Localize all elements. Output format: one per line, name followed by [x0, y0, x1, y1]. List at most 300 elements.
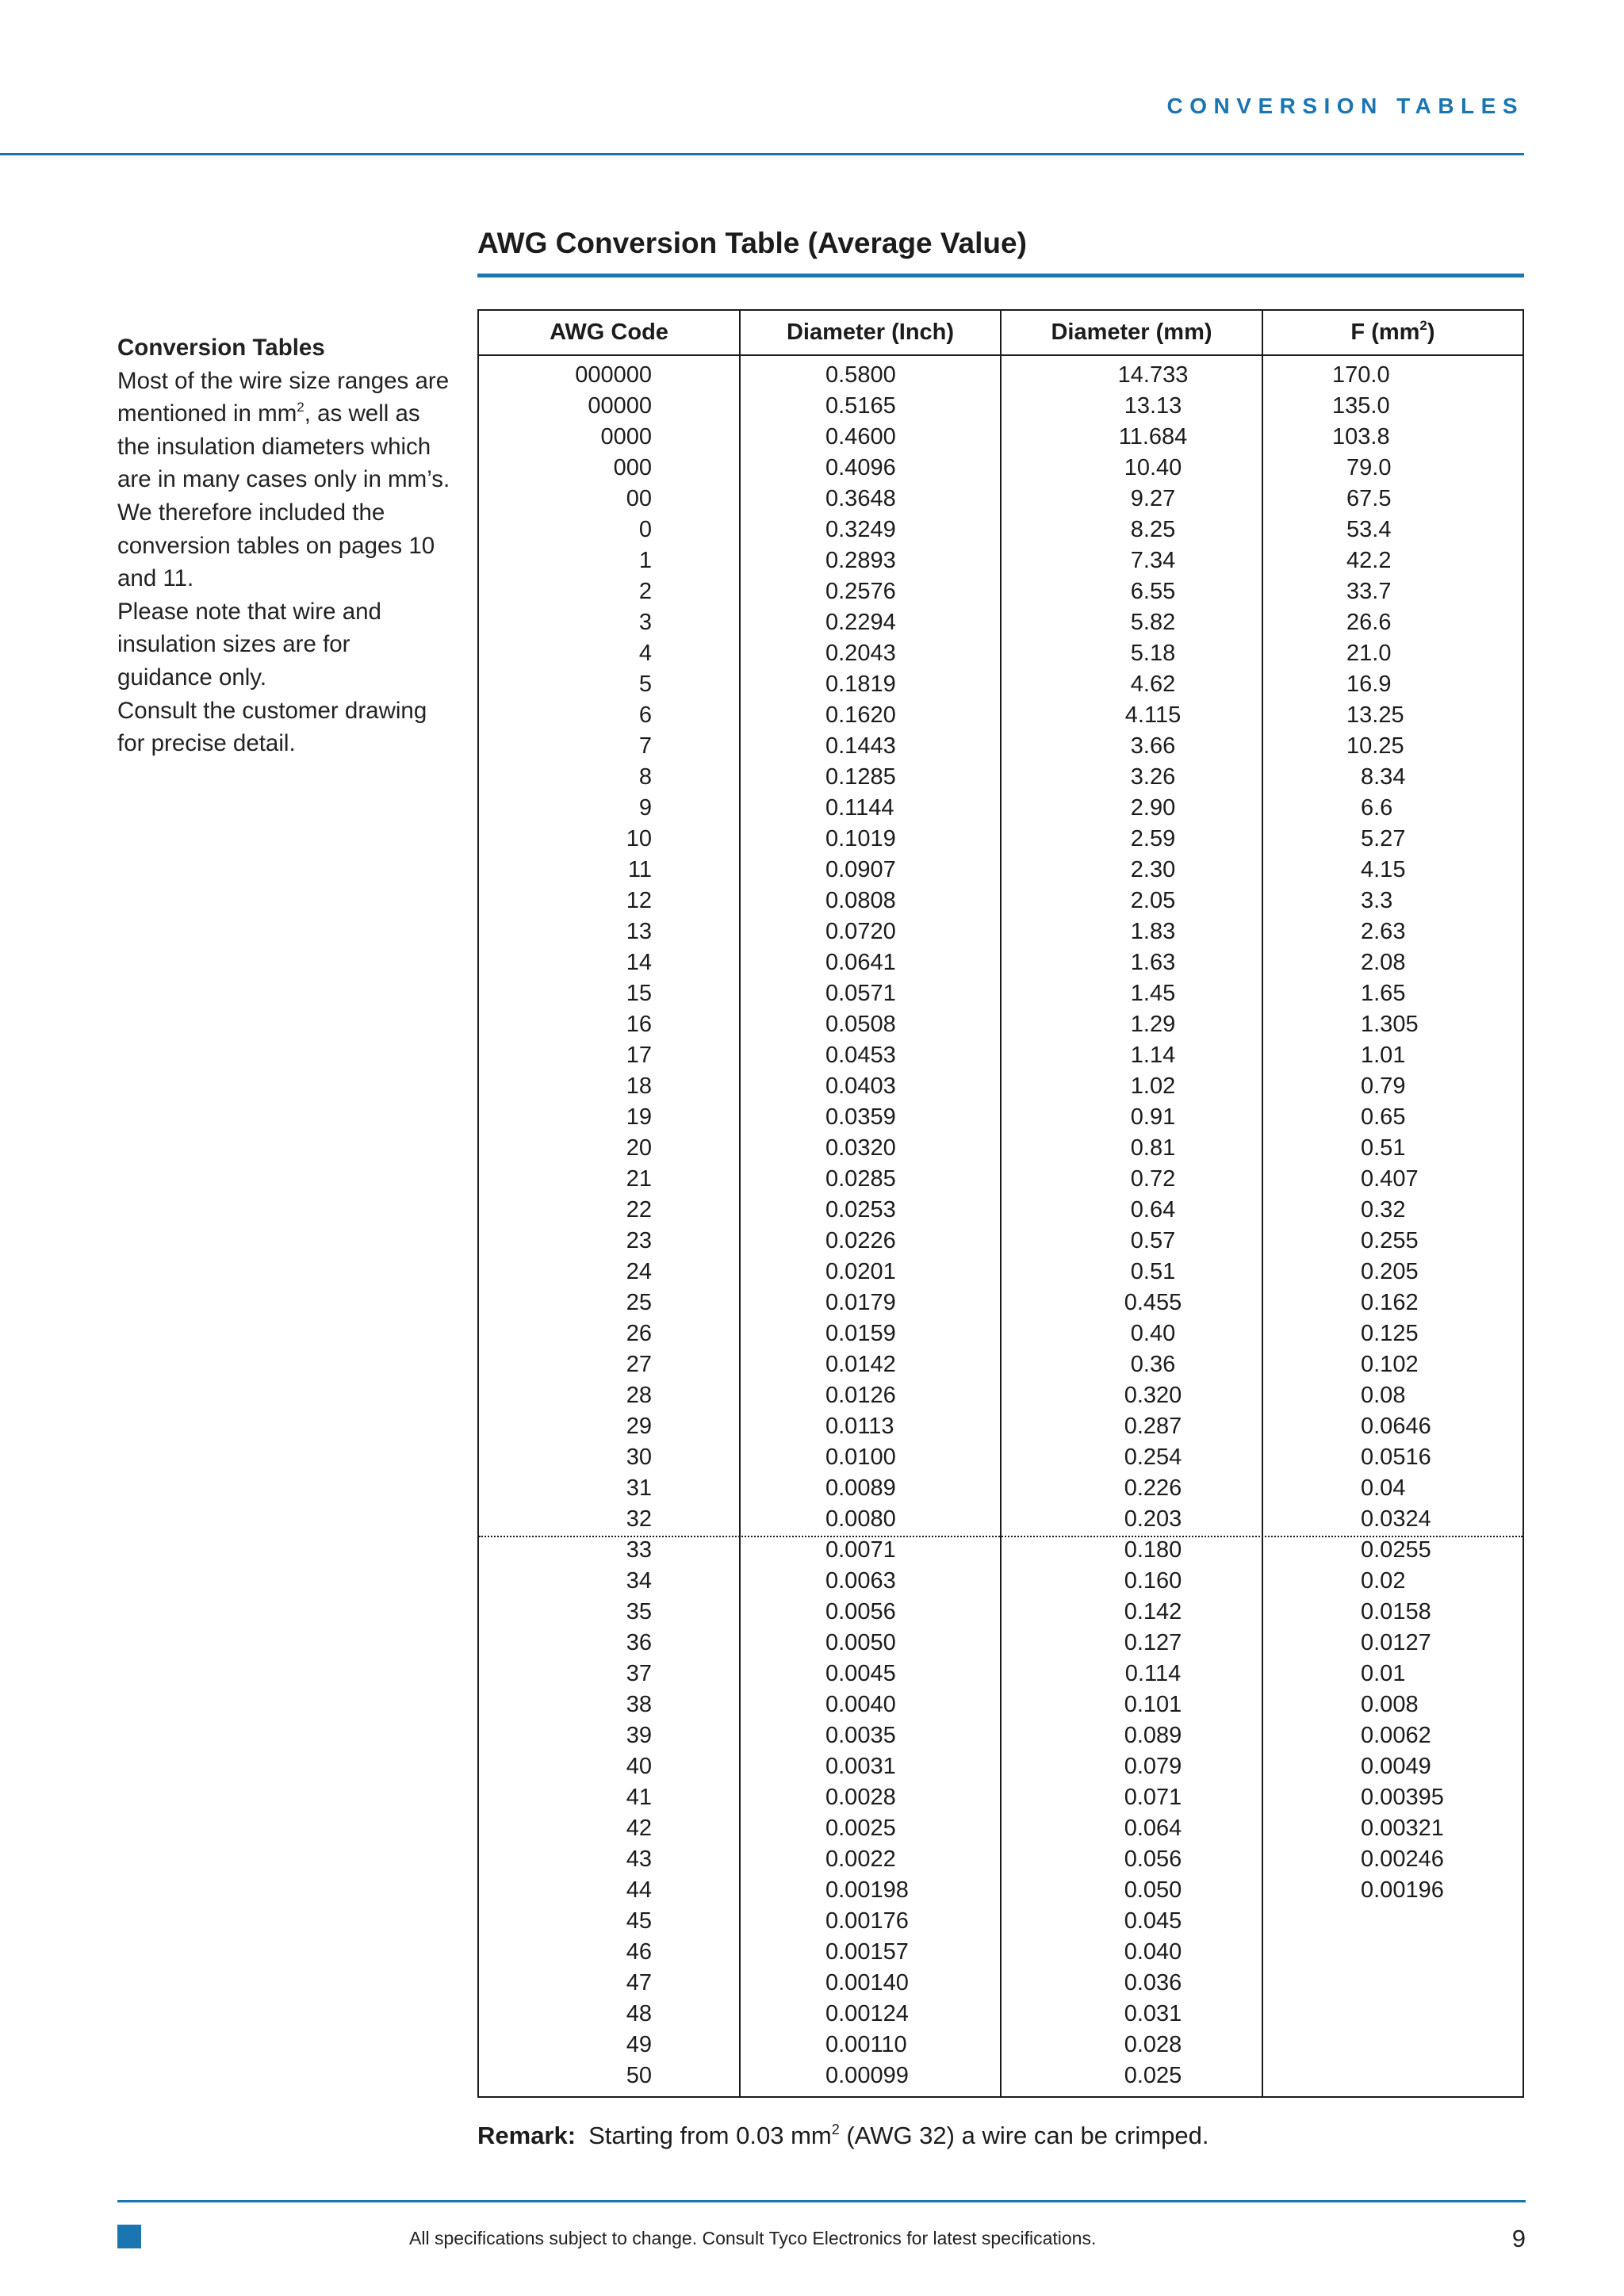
table-row [479, 1659, 1522, 1689]
cell-awg-code: 21 [626, 1166, 652, 1192]
cell-awg-code: 14 [626, 950, 652, 975]
cell-diameter-inch: 0.0056 [825, 1599, 896, 1624]
cell-diameter-mm: 2.90 [1130, 795, 1176, 821]
cell-cross-section: 0.00196 [1361, 1877, 1444, 1903]
cell-diameter-inch: 0.0320 [825, 1135, 896, 1161]
cell-diameter-mm: 5.82 [1130, 610, 1176, 635]
cell-awg-code: 12 [626, 888, 652, 913]
cell-awg-code: 25 [626, 1290, 652, 1315]
cell-diameter-inch: 0.4096 [825, 455, 896, 480]
header-f-prefix: F (mm [1350, 320, 1420, 345]
cell-awg-code: 42 [626, 1816, 652, 1841]
footer-rule [117, 2200, 1526, 2202]
cell-diameter-inch: 0.0403 [825, 1073, 896, 1099]
cell-cross-section: 0.102 [1361, 1352, 1419, 1377]
header-diameter-mm: Diameter (mm) [1051, 320, 1212, 345]
cell-diameter-inch: 0.1819 [825, 672, 896, 697]
remark-text-a: Starting from 0.03 mm [588, 2122, 832, 2149]
cell-cross-section: 0.0516 [1361, 1445, 1431, 1470]
cell-diameter-mm: 1.83 [1130, 919, 1176, 944]
table-row [479, 793, 1522, 824]
cell-diameter-mm: 1.45 [1130, 981, 1176, 1006]
cell-diameter-inch: 0.0100 [825, 1445, 896, 1470]
table-row [479, 886, 1522, 916]
header-row-rule [479, 354, 1522, 356]
cell-cross-section: 5.27 [1361, 826, 1406, 851]
cell-cross-section: 1.65 [1361, 981, 1406, 1006]
cell-awg-code: 13 [626, 919, 652, 944]
cell-diameter-mm: 0.64 [1130, 1197, 1176, 1223]
cell-cross-section: 0.0127 [1361, 1630, 1431, 1655]
cell-diameter-inch: 0.1144 [825, 795, 894, 821]
cell-diameter-inch: 0.0720 [825, 919, 896, 944]
cell-diameter-mm: 4.62 [1130, 672, 1176, 697]
cell-diameter-mm: 0.226 [1124, 1475, 1182, 1501]
table-row [479, 1782, 1522, 1813]
cell-awg-code: 47 [626, 1970, 652, 1996]
cell-awg-code: 00 [626, 486, 652, 511]
cell-diameter-inch: 0.2893 [825, 548, 896, 573]
cell-awg-code: 19 [626, 1104, 652, 1130]
cell-cross-section: 4.15 [1361, 857, 1406, 882]
sidebar-paragraph-4: Consult the customer drawing for precise detail. [117, 697, 427, 757]
table-row [479, 515, 1522, 545]
cell-diameter-mm: 1.63 [1130, 950, 1176, 975]
cell-diameter-inch: 0.0035 [825, 1723, 896, 1748]
table-row [479, 1411, 1522, 1442]
cell-diameter-inch: 0.00157 [825, 1939, 909, 1965]
cell-awg-code: 11 [627, 857, 652, 882]
remark-text-b: (AWG 32) a wire can be crimped. [839, 2122, 1209, 2149]
page-number: 9 [1511, 2225, 1526, 2252]
cell-diameter-mm: 0.91 [1130, 1104, 1176, 1130]
cell-diameter-mm: 0.57 [1130, 1228, 1176, 1253]
cell-cross-section: 21.0 [1346, 641, 1392, 666]
cell-diameter-mm: 0.071 [1124, 1785, 1182, 1810]
cell-diameter-mm: 0.089 [1124, 1723, 1182, 1748]
table-row [479, 700, 1522, 731]
table-header-row [479, 311, 1522, 354]
cell-awg-code: 20 [626, 1135, 652, 1161]
table-row [479, 638, 1522, 669]
cell-awg-code: 31 [626, 1475, 652, 1501]
cell-awg-code: 44 [626, 1877, 652, 1903]
cell-diameter-mm: 0.079 [1124, 1754, 1182, 1779]
cell-cross-section: 1.01 [1361, 1043, 1406, 1068]
cell-diameter-inch: 0.00198 [825, 1877, 909, 1903]
sidebar-paragraph-1-a: Most of the wire size ranges are mentioned in mm [117, 367, 450, 427]
cell-diameter-mm: 10.40 [1124, 455, 1182, 480]
cell-diameter-inch: 0.1620 [825, 702, 896, 728]
cell-awg-code: 18 [626, 1073, 652, 1099]
cell-diameter-mm: 0.064 [1124, 1816, 1182, 1841]
cell-diameter-mm: 0.040 [1124, 1939, 1182, 1965]
cell-diameter-mm: 14.733 [1117, 362, 1189, 388]
cell-awg-code: 49 [626, 2032, 652, 2057]
table-row [479, 607, 1522, 638]
table-row [479, 1906, 1522, 1937]
table-row [479, 1999, 1522, 2030]
table-row [479, 1968, 1522, 1999]
remark-text-sup: 2 [831, 2122, 840, 2137]
cell-awg-code: 8 [638, 764, 652, 790]
cell-diameter-inch: 0.0028 [825, 1785, 896, 1810]
cell-diameter-mm: 7.34 [1130, 548, 1176, 573]
cell-diameter-inch: 0.0641 [825, 950, 896, 975]
cell-cross-section: 0.008 [1361, 1692, 1419, 1717]
table-title: AWG Conversion Table (Average Value) [477, 227, 1027, 259]
cell-cross-section: 0.00321 [1361, 1816, 1444, 1841]
cell-diameter-inch: 0.0808 [825, 888, 896, 913]
cell-cross-section: 0.65 [1361, 1104, 1406, 1130]
awg-conversion-table [477, 309, 1524, 2098]
cell-diameter-inch: 0.0201 [825, 1259, 896, 1284]
cell-diameter-mm: 6.55 [1130, 579, 1176, 604]
cell-cross-section: 0.51 [1361, 1135, 1406, 1161]
cell-diameter-inch: 0.2294 [825, 610, 896, 635]
table-row [479, 1349, 1522, 1380]
cell-diameter-inch: 0.0126 [825, 1383, 896, 1408]
cell-diameter-mm: 0.254 [1124, 1445, 1182, 1470]
cell-diameter-mm: 0.40 [1130, 1321, 1176, 1346]
cell-awg-code: 0 [638, 517, 652, 542]
cell-diameter-mm: 0.028 [1124, 2032, 1182, 2057]
cell-diameter-inch: 0.0179 [825, 1290, 896, 1315]
cell-awg-code: 36 [626, 1630, 652, 1655]
cell-diameter-inch: 0.0142 [825, 1352, 896, 1377]
table-row [479, 1164, 1522, 1195]
table-row [479, 1844, 1522, 1875]
table-row [479, 1288, 1522, 1318]
cell-awg-code: 50 [626, 2063, 652, 2088]
cell-diameter-inch: 0.2043 [825, 641, 896, 666]
table-row [479, 1473, 1522, 1504]
cell-awg-code: 30 [626, 1445, 652, 1470]
cell-diameter-mm: 0.025 [1124, 2063, 1182, 2088]
cell-diameter-inch: 0.00099 [825, 2063, 909, 2088]
cell-diameter-mm: 1.14 [1130, 1043, 1176, 1068]
cell-awg-code: 26 [626, 1321, 652, 1346]
cell-cross-section: 67.5 [1346, 486, 1392, 511]
cell-cross-section: 0.32 [1361, 1197, 1406, 1223]
cell-diameter-inch: 0.0359 [825, 1104, 896, 1130]
cell-diameter-inch: 0.0050 [825, 1630, 896, 1655]
cell-awg-code: 3 [638, 610, 652, 635]
cell-awg-code: 2 [638, 579, 652, 604]
table-row [479, 731, 1522, 762]
sidebar-paragraph-3: Please note that wire and insulation sizes are for guidance only. [117, 598, 381, 691]
sidebar-title: Conversion Tables [117, 335, 325, 361]
cell-diameter-mm: 5.18 [1130, 641, 1176, 666]
cell-cross-section: 2.08 [1361, 950, 1406, 975]
sidebar-paragraph-2: We therefore included the conversion tables on pages 10 and 11. [117, 499, 435, 592]
cell-awg-code: 46 [626, 1939, 652, 1965]
cell-diameter-inch: 0.1443 [825, 733, 896, 759]
cell-cross-section: 6.6 [1361, 795, 1393, 821]
cell-cross-section: 79.0 [1346, 455, 1392, 480]
table-row [479, 1318, 1522, 1349]
header-rule [0, 153, 1524, 155]
cell-cross-section: 0.00246 [1361, 1846, 1444, 1872]
cell-cross-section: 0.162 [1361, 1290, 1419, 1315]
cell-diameter-mm: 1.02 [1130, 1073, 1176, 1099]
cell-cross-section: 170.0 [1332, 362, 1390, 388]
cell-diameter-mm: 0.142 [1124, 1599, 1182, 1624]
cell-diameter-inch: 0.0071 [825, 1537, 896, 1563]
table-row [479, 2061, 1522, 2091]
cell-diameter-inch: 0.0226 [825, 1228, 896, 1253]
cell-diameter-inch: 0.2576 [825, 579, 896, 604]
table-row [479, 1566, 1522, 1597]
table-row [479, 391, 1522, 422]
cell-awg-code: 45 [626, 1908, 652, 1934]
cell-diameter-inch: 0.0453 [825, 1043, 896, 1068]
cell-awg-code: 17 [626, 1043, 652, 1068]
header-f-suffix: ) [1427, 320, 1435, 345]
table-row [479, 1133, 1522, 1164]
footer-disclaimer: All specifications subject to change. Consult Tyco Electronics for latest specifications. [409, 2228, 1097, 2248]
cell-diameter-mm: 0.036 [1124, 1970, 1182, 1996]
remark-label: Remark: [477, 2122, 576, 2149]
cell-awg-code: 9 [638, 795, 652, 821]
table-row [479, 916, 1522, 947]
sidebar-paragraph-1-b: , as well as the insulation diameters which are in many cases only in mm’s. [117, 400, 450, 493]
table-row [479, 947, 1522, 978]
cell-cross-section: 16.9 [1346, 672, 1392, 697]
cell-diameter-mm: 9.27 [1130, 486, 1176, 511]
cell-diameter-inch: 0.00176 [825, 1908, 909, 1934]
cell-diameter-inch: 0.0159 [825, 1321, 896, 1346]
table-row [479, 1937, 1522, 1968]
cell-diameter-inch: 0.0040 [825, 1692, 896, 1717]
cell-diameter-inch: 0.0025 [825, 1816, 896, 1841]
table-row [479, 669, 1522, 700]
cell-diameter-mm: 0.101 [1124, 1692, 1182, 1717]
cell-diameter-mm: 0.045 [1124, 1908, 1182, 1934]
cell-diameter-mm: 0.031 [1124, 2001, 1182, 2026]
cell-diameter-inch: 0.0063 [825, 1568, 896, 1594]
cell-diameter-mm: 3.26 [1130, 764, 1176, 790]
cell-awg-code: 000000 [575, 362, 652, 388]
cell-awg-code: 15 [626, 981, 652, 1006]
cell-cross-section: 103.8 [1332, 424, 1390, 450]
cell-diameter-inch: 0.0045 [825, 1661, 896, 1686]
table-row [479, 1040, 1522, 1071]
cell-awg-code: 24 [626, 1259, 652, 1284]
cell-diameter-inch: 0.1285 [825, 764, 896, 790]
cell-diameter-inch: 0.1019 [825, 826, 896, 851]
table-row [479, 1597, 1522, 1628]
footer-square-marker [117, 2225, 141, 2248]
cell-cross-section: 8.34 [1361, 764, 1406, 790]
cell-cross-section: 0.0049 [1361, 1754, 1431, 1779]
cell-diameter-inch: 0.0031 [825, 1754, 896, 1779]
cell-cross-section: 0.79 [1361, 1073, 1406, 1099]
cell-awg-code: 38 [626, 1692, 652, 1717]
cell-diameter-inch: 0.4600 [825, 424, 896, 450]
cell-cross-section: 0.0062 [1361, 1723, 1431, 1748]
cell-cross-section: 0.0158 [1361, 1599, 1431, 1624]
table-row [479, 360, 1522, 391]
table-row [479, 762, 1522, 793]
cell-diameter-mm: 0.320 [1124, 1383, 1182, 1408]
cell-diameter-mm: 0.114 [1124, 1661, 1182, 1686]
cell-cross-section: 0.205 [1361, 1259, 1419, 1284]
table-row [479, 1009, 1522, 1040]
header-cross-section [1263, 311, 1522, 354]
table-row [479, 855, 1522, 886]
cell-diameter-mm: 0.51 [1130, 1259, 1176, 1284]
cell-awg-code: 1 [638, 548, 652, 573]
cell-diameter-mm: 0.127 [1124, 1630, 1182, 1655]
table-row [479, 2030, 1522, 2061]
cell-cross-section: 0.407 [1361, 1166, 1419, 1192]
table-body [479, 360, 1522, 2091]
cell-diameter-mm: 0.72 [1130, 1166, 1176, 1192]
cell-awg-code: 37 [626, 1661, 652, 1686]
table-row [479, 824, 1522, 855]
remark [477, 2122, 1208, 2150]
cell-awg-code: 43 [626, 1846, 652, 1872]
cell-diameter-mm: 13.13 [1124, 393, 1182, 419]
cell-diameter-inch: 0.0113 [825, 1414, 894, 1439]
cell-cross-section: 0.04 [1361, 1475, 1406, 1501]
cell-awg-code: 48 [626, 2001, 652, 2026]
header-f-sup: 2 [1419, 318, 1427, 333]
table-row [479, 1257, 1522, 1288]
table-row [479, 978, 1522, 1009]
cell-cross-section: 0.02 [1361, 1568, 1406, 1594]
cell-diameter-inch: 0.0571 [825, 981, 896, 1006]
table-row [479, 1628, 1522, 1659]
cell-awg-code: 33 [626, 1537, 652, 1563]
table-row [479, 1875, 1522, 1906]
cell-cross-section: 33.7 [1346, 579, 1392, 604]
cell-awg-code: 23 [626, 1228, 652, 1253]
cell-diameter-mm: 0.160 [1124, 1568, 1182, 1594]
cell-awg-code: 4 [638, 641, 652, 666]
cell-cross-section: 0.125 [1361, 1321, 1419, 1346]
sidebar-note [117, 331, 450, 760]
cell-awg-code: 39 [626, 1723, 652, 1748]
cell-cross-section: 0.0255 [1361, 1537, 1431, 1563]
header-awg-code: AWG Code [550, 320, 668, 345]
table-row [479, 1442, 1522, 1473]
cell-awg-code: 6 [638, 702, 652, 728]
cell-awg-code: 32 [626, 1506, 652, 1532]
cell-awg-code: 10 [626, 826, 652, 851]
cell-cross-section: 3.3 [1361, 888, 1393, 913]
table-row [479, 1380, 1522, 1411]
table-row [479, 545, 1522, 576]
sidebar-paragraph-1-sup: 2 [297, 400, 304, 415]
cell-diameter-inch: 0.0285 [825, 1166, 896, 1192]
table-row [479, 1071, 1522, 1102]
header-diameter-inch: Diameter (Inch) [786, 320, 955, 345]
table-row [479, 1689, 1522, 1720]
cell-awg-code: 16 [626, 1012, 652, 1037]
cell-diameter-mm: 0.203 [1124, 1506, 1182, 1532]
table-row [479, 1535, 1522, 1566]
table-row [479, 422, 1522, 453]
cell-cross-section: 0.08 [1361, 1383, 1406, 1408]
cell-diameter-inch: 0.00124 [825, 2001, 909, 2026]
table-row [479, 1813, 1522, 1844]
cell-diameter-inch: 0.0089 [825, 1475, 896, 1501]
cell-cross-section: 135.0 [1332, 393, 1390, 419]
cell-awg-code: 41 [626, 1785, 652, 1810]
cell-diameter-mm: 2.30 [1130, 857, 1176, 882]
cell-awg-code: 00000 [588, 393, 652, 419]
cell-diameter-mm: 2.05 [1130, 888, 1176, 913]
cell-diameter-mm: 11.684 [1118, 424, 1188, 450]
cell-diameter-inch: 0.0080 [825, 1506, 896, 1532]
cell-cross-section: 26.6 [1346, 610, 1392, 635]
cell-diameter-mm: 8.25 [1130, 517, 1176, 542]
cell-cross-section: 1.305 [1361, 1012, 1419, 1037]
cell-awg-code: 34 [626, 1568, 652, 1594]
cell-diameter-mm: 0.81 [1130, 1135, 1176, 1161]
cell-diameter-inch: 0.3648 [825, 486, 896, 511]
cell-awg-code: 000 [613, 455, 652, 480]
cell-cross-section: 0.01 [1361, 1661, 1406, 1686]
cell-cross-section: 0.0646 [1361, 1414, 1431, 1439]
table-row [479, 1102, 1522, 1133]
cell-awg-code: 7 [638, 733, 652, 759]
cell-cross-section: 13.25 [1346, 702, 1404, 728]
table-row [479, 1226, 1522, 1257]
cell-cross-section: 53.4 [1346, 517, 1392, 542]
cell-awg-code: 5 [638, 672, 652, 697]
cell-awg-code: 29 [626, 1414, 652, 1439]
title-rule [477, 274, 1524, 277]
cell-diameter-mm: 3.66 [1130, 733, 1176, 759]
cell-diameter-inch: 0.0022 [825, 1846, 896, 1872]
cell-awg-code: 28 [626, 1383, 652, 1408]
cell-diameter-mm: 0.36 [1130, 1352, 1176, 1377]
table-row [479, 1504, 1522, 1535]
cell-diameter-mm: 0.287 [1124, 1414, 1182, 1439]
cell-awg-code: 27 [626, 1352, 652, 1377]
cell-awg-code: 0000 [600, 424, 652, 450]
cell-diameter-inch: 0.0253 [825, 1197, 896, 1223]
cell-diameter-inch: 0.5800 [825, 362, 896, 388]
table-row [479, 1195, 1522, 1226]
cell-cross-section: 42.2 [1346, 548, 1392, 573]
cell-diameter-inch: 0.00110 [825, 2032, 907, 2057]
table-row [479, 484, 1522, 515]
cell-cross-section: 2.63 [1361, 919, 1406, 944]
table-row [479, 1751, 1522, 1782]
header-title: CONVERSION TABLES [1166, 94, 1524, 118]
cell-diameter-mm: 0.455 [1124, 1290, 1182, 1315]
cell-awg-code: 40 [626, 1754, 652, 1779]
cell-diameter-mm: 0.050 [1124, 1877, 1182, 1903]
cell-cross-section: 10.25 [1346, 733, 1404, 759]
table-row [479, 576, 1522, 607]
cell-cross-section: 0.0324 [1361, 1506, 1431, 1532]
cell-diameter-inch: 0.5165 [825, 393, 896, 419]
cell-diameter-mm: 4.115 [1124, 702, 1182, 728]
cell-diameter-mm: 0.056 [1124, 1846, 1182, 1872]
cell-awg-code: 22 [626, 1197, 652, 1223]
cell-cross-section: 0.00395 [1361, 1785, 1444, 1810]
table-row [479, 453, 1522, 484]
cell-awg-code: 35 [626, 1599, 652, 1624]
cell-diameter-inch: 0.0907 [825, 857, 896, 882]
cell-cross-section: 0.255 [1361, 1228, 1419, 1253]
cell-diameter-inch: 0.00140 [825, 1970, 909, 1996]
